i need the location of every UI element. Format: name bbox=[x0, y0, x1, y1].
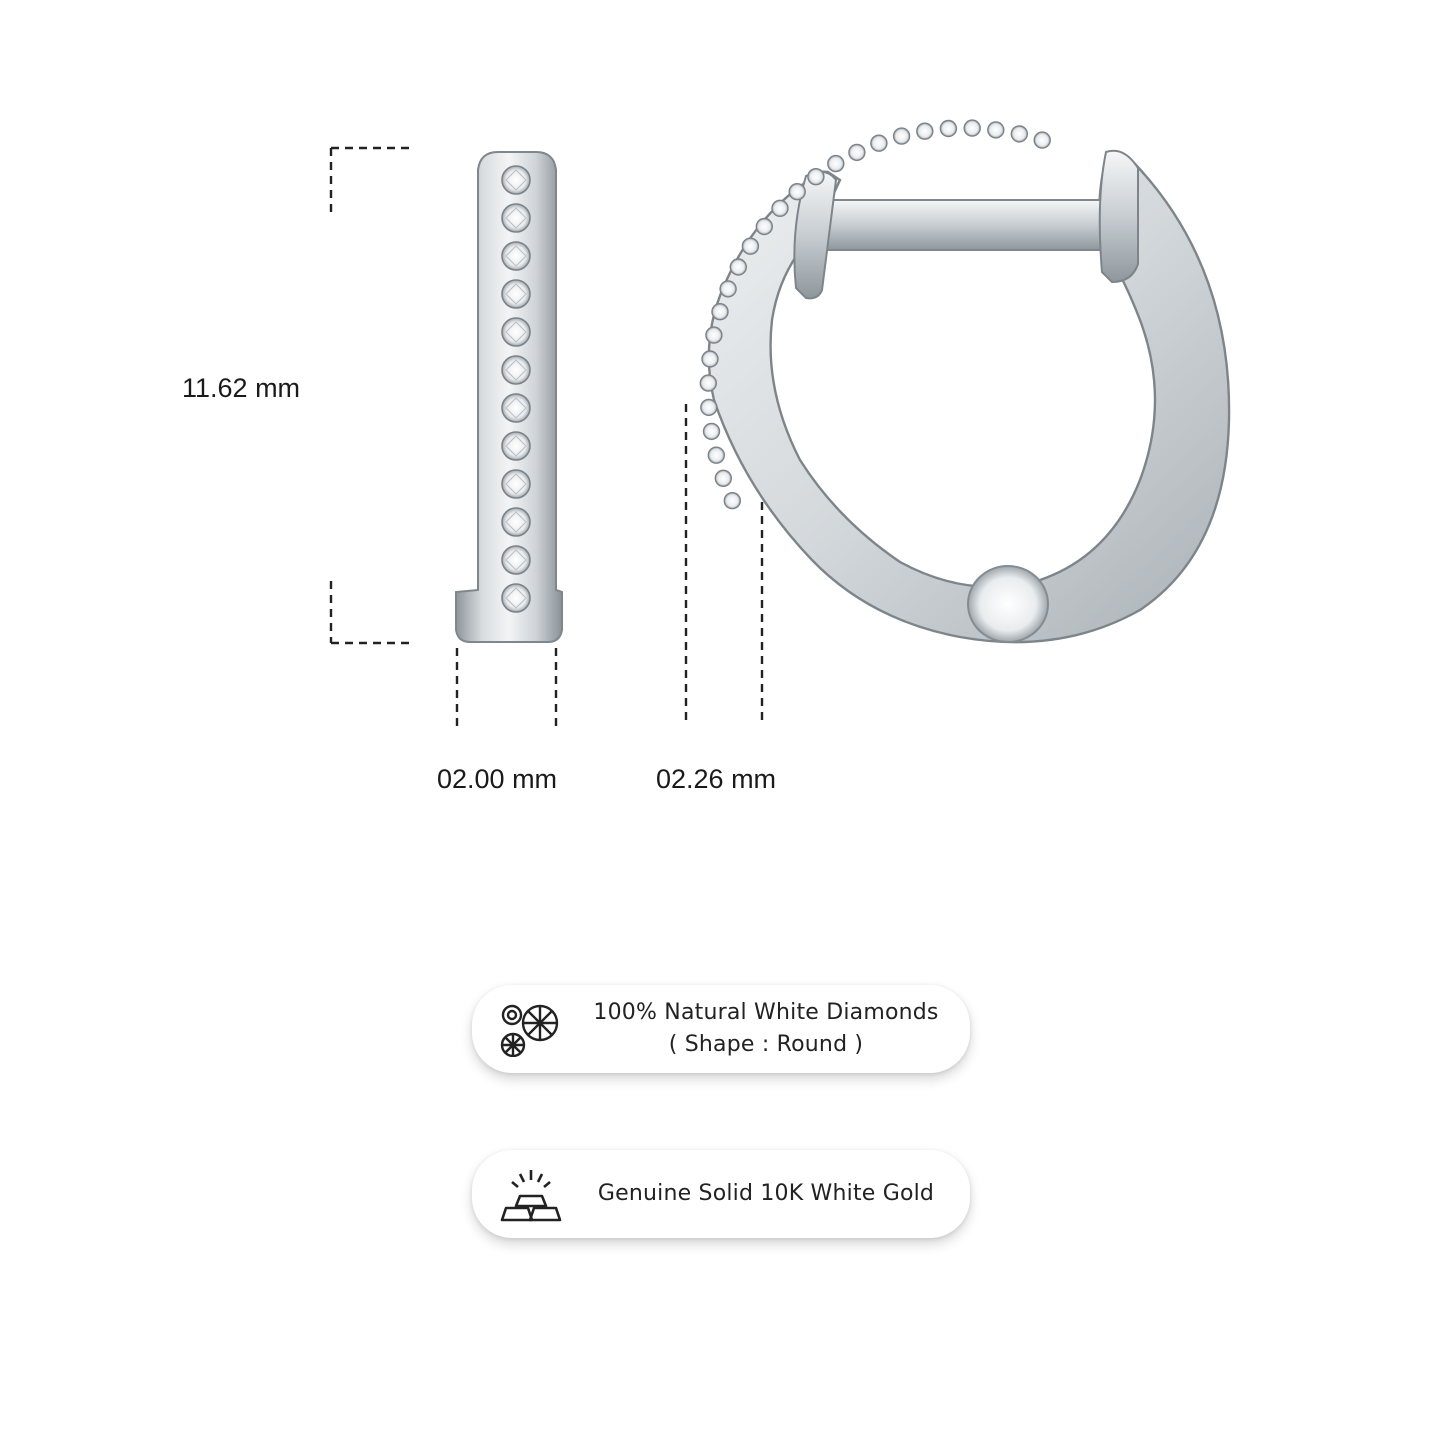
diamond-stone bbox=[706, 327, 722, 343]
diamond-stone bbox=[894, 128, 910, 144]
earring-side-view bbox=[700, 120, 1229, 642]
diamonds-feature-line1: 100% Natural White Diamonds bbox=[593, 1000, 939, 1025]
gold-feature-badge bbox=[472, 1150, 970, 1238]
diamonds-feature-line2: ( Shape : Round ) bbox=[668, 1032, 864, 1057]
diamond-stone bbox=[730, 259, 746, 275]
diamond-stone bbox=[849, 144, 865, 160]
front-width-measurement: 02.00 mm bbox=[437, 764, 558, 794]
diamond-stone bbox=[828, 156, 844, 172]
diamond-stone bbox=[789, 184, 805, 200]
height-measurement: 11.62 mm bbox=[182, 373, 301, 403]
diamond-stone bbox=[715, 470, 731, 486]
side-width-measurement: 02.26 mm bbox=[656, 764, 777, 794]
diamond-stone bbox=[808, 169, 824, 185]
diamond-stone bbox=[1034, 132, 1050, 148]
earring-front-view bbox=[456, 152, 562, 642]
diamond-stone bbox=[1011, 126, 1027, 142]
diamond-stone bbox=[704, 423, 720, 439]
gold-bars-icon bbox=[498, 1166, 564, 1222]
diamond-stone bbox=[964, 120, 980, 136]
diamonds-icon bbox=[498, 1001, 564, 1057]
diamond-stone bbox=[871, 135, 887, 151]
diamond-stone bbox=[742, 238, 758, 254]
diamond-stone bbox=[701, 399, 717, 415]
diamond-stone bbox=[720, 281, 736, 297]
diamonds-feature-badge bbox=[472, 985, 970, 1073]
front-width-bracket bbox=[457, 648, 556, 726]
diamond-stone bbox=[940, 121, 956, 137]
diamond-stone bbox=[724, 493, 740, 509]
diamond-stone bbox=[702, 351, 718, 367]
diamond-stone bbox=[917, 123, 933, 139]
diamond-stone bbox=[700, 375, 716, 391]
diamond-stone bbox=[708, 447, 724, 463]
gold-feature-line1: Genuine Solid 10K White Gold bbox=[597, 1181, 935, 1206]
diamond-stone bbox=[756, 219, 772, 235]
diamond-stone bbox=[988, 122, 1004, 138]
height-dimension-bracket bbox=[331, 148, 410, 643]
diamond-stone bbox=[712, 304, 728, 320]
diamond-stone bbox=[772, 200, 788, 216]
